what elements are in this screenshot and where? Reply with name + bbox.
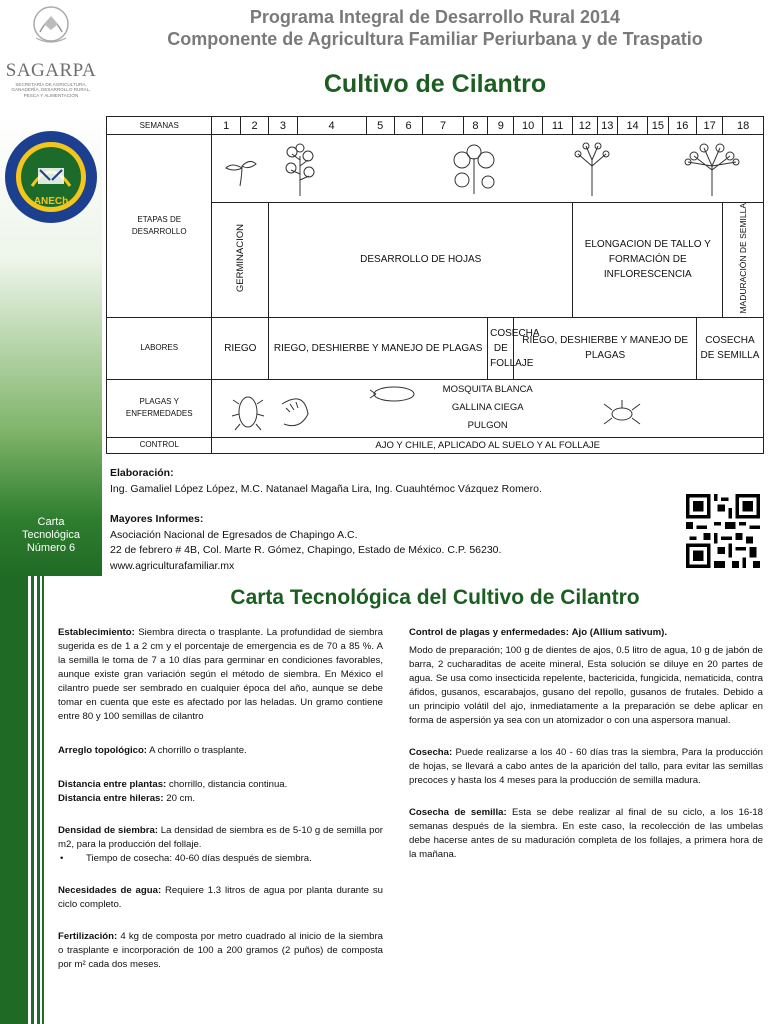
control-paragraph: Modo de preparación; 100 g de dientes de ajos, 0.5 litro de agua, 10 g de jabón de barra, 2 cucharaditas de aceite mineral, Esta solución se diluye en 20 partes de agua. Se usa como insecticida repelente, bactericida, fungicida, nematicida, contra áfidos, gusanos, escarabajos, gusano del repollo, gusanos de frutales. Debido a un principio volátil del ajo, inmediatamente a la preparación se debe aplicar en forma de aspersión ya sea con un atomizador o con una aspersora manual. <box>409 645 763 726</box>
program-title <box>102 6 768 50</box>
plagas-label: PLAGAS Y ENFERMEDADES <box>107 379 212 437</box>
week-cell: 14 <box>617 117 647 135</box>
carta-line1: Carta <box>37 516 65 528</box>
cosecha-semilla-text: Esta se debe realizar al final de su ciclo, a los 16-18 semanas después de la siembra. En este caso, la recolección de las umbelas debe hacerse antes de su maduración completa de los follajes, a primera hora de la mañana. <box>409 807 764 860</box>
densidad-text: La densidad de siembra es de 5-10 g de semilla por m2, para la producción del follaje. <box>58 825 383 850</box>
control-row <box>107 437 764 453</box>
stage-elongacion: ELONGACION DE TALLO Y FORMACIÓN DE INFLORESCENCIA <box>573 203 723 318</box>
control-heading <box>409 626 763 640</box>
week-cell: 5 <box>366 117 394 135</box>
plant-illustrations <box>212 135 764 203</box>
week-cell: 17 <box>696 117 722 135</box>
stage-maduracion <box>723 203 764 318</box>
week-cell: 8 <box>463 117 487 135</box>
distancia-plantas-label: Distancia entre plantas: <box>58 779 167 790</box>
program-line1: Programa Integral de Desarrollo Rural 2014 <box>249 7 621 27</box>
control-text: AJO Y CHILE, APLICADO AL SUELO Y AL FOLLAJE <box>212 437 764 453</box>
tiempo-cosecha-bullet: • Tiempo de cosecha: 40-60 días después de siembra. <box>58 852 383 866</box>
establecimiento-paragraph <box>58 626 383 724</box>
control-label: Control de plagas y enfermedades: <box>409 627 569 638</box>
sidebar <box>0 0 102 576</box>
agua-paragraph <box>58 884 383 912</box>
distancia-plantas-text: chorrillo, distancia continua. <box>168 779 288 790</box>
week-cell: 16 <box>668 117 696 135</box>
week-cell: 15 <box>648 117 668 135</box>
stage-hojas: DESARROLLO DE HOJAS <box>269 203 573 318</box>
weeks-label: SEMANAS <box>107 117 212 135</box>
pest-list <box>212 381 763 435</box>
week-cell: 6 <box>394 117 422 135</box>
pest-item: PULGON <box>467 420 508 432</box>
distancia-hileras-text: 20 cm. <box>166 793 196 804</box>
cosecha-semilla-label: Cosecha de semilla: <box>409 807 507 818</box>
address: 22 de febrero # 4B, Col. Marte R. Gómez, Chapingo, Estado de México. C.P. 56230. <box>110 544 502 556</box>
website-link[interactable]: www.agriculturafamiliar.mx <box>110 559 235 572</box>
week-cell: 10 <box>514 117 542 135</box>
anech-text: ANECh <box>33 196 69 207</box>
sagarpa-logo-text: SAGARPA <box>5 60 97 81</box>
labor-deshierbe: RIEGO, DESHIERBE Y MANEJO DE PLAGAS <box>269 317 488 379</box>
week-cell: 12 <box>573 117 597 135</box>
plagas-cell <box>212 379 764 437</box>
cosecha-label: Cosecha: <box>409 747 453 758</box>
credits-section <box>110 466 670 574</box>
sagarpa-subtitle: SECRETARÍA DE AGRICULTURA, GANADERÍA, DESARROLLO RURAL, PESCA Y ALIMENTACIÓN <box>11 82 91 98</box>
week-cell: 13 <box>597 117 617 135</box>
right-column <box>409 626 763 876</box>
green-stripe <box>37 576 40 1024</box>
distancia-hileras-paragraph <box>58 792 383 806</box>
week-cell: 1 <box>212 117 240 135</box>
labores-row <box>107 317 764 379</box>
cosecha-paragraph <box>409 746 763 788</box>
left-column <box>58 626 383 986</box>
week-cell: 4 <box>297 117 366 135</box>
labores-label: LABORES <box>107 317 212 379</box>
green-stripe <box>0 576 28 1024</box>
distancia-plantas-paragraph <box>58 778 383 792</box>
distancia-hileras-label: Distancia entre hileras: <box>58 793 164 804</box>
carta-title: Carta Tecnológica del Cultivo de Cilantro <box>230 586 640 609</box>
qr-code-icon[interactable] <box>686 494 760 568</box>
week-cell: 7 <box>423 117 464 135</box>
week-cell: 18 <box>723 117 764 135</box>
densidad-paragraph <box>58 824 383 852</box>
institution: Asociación Nacional de Egresados de Chapingo A.C. <box>110 528 358 541</box>
week-cell: 2 <box>240 117 268 135</box>
stage-germinacion <box>212 203 269 318</box>
labor-cosecha-semilla: COSECHA DE SEMILLA <box>696 317 763 379</box>
informes-label: Mayores Informes: <box>110 513 204 525</box>
week-cell: 11 <box>542 117 572 135</box>
labor-deshierbe: RIEGO, DESHIERBE Y MANEJO DE PLAGAS <box>514 317 696 379</box>
labor-cosecha-follaje: COSECHA DE FOLLAJE <box>488 317 514 379</box>
agua-text: Requiere 1.3 litros de agua por planta durante su ciclo completo. <box>58 885 383 910</box>
week-cell: 9 <box>488 117 514 135</box>
cilantro-growth-icon <box>212 136 765 202</box>
densidad-label: Densidad de siembra: <box>58 825 158 836</box>
arreglo-label: Arreglo topológico: <box>58 745 147 756</box>
authors: Ing. Gamaliel López López, M.C. Natanael Magaña Lira, Ing. Cuauhtémoc Vázquez Romero. <box>110 482 542 495</box>
plagas-row <box>107 379 764 437</box>
carta-line2: Tecnológica <box>21 529 81 541</box>
cosecha-text: Puede realizarse a los 40 - 60 días tras la siembra, Para la producción de hojas, se llevará a cabo antes de la aparición del tallo, para evitar las semillas precoces y hasta los 4 meses para la producción de semilla madura. <box>409 747 763 786</box>
establecimiento-label: Establecimiento: <box>58 627 135 638</box>
program-line2: Componente de Agricultura Familiar Periurbana y de Traspatio <box>167 29 703 49</box>
labor-riego: RIEGO <box>212 317 269 379</box>
establecimiento-text: Siembra directa o trasplante. La profundidad de siembra sugerida es de 1 a 2 cm y el porcentaje de emergencia es de 70 a 85 %. A la semilla le toma de 7 a 10 días para germinar en condiciones favorables, aunque existe gran variación según el método de siembra. En México el cilantro puede ser sembrado en cualquier época del año, aunque se debe tomar en cuenta que este es afectado por las heladas. Un gramo contiene entre 80 y 100 semillas de cilantro <box>58 627 384 722</box>
stage-germinacion-label: GERMINACION <box>234 224 246 293</box>
control-label: CONTROL <box>107 437 212 453</box>
cosecha-semilla-paragraph <box>409 806 763 862</box>
green-stripe <box>31 576 34 1024</box>
carta-number-label <box>0 516 102 555</box>
stage-maduracion-label: MADURACIÓN DE SEMILLA <box>737 203 748 314</box>
weeks-row <box>107 117 764 135</box>
agua-label: Necesidades de agua: <box>58 885 162 896</box>
green-stripe <box>42 576 44 1024</box>
arreglo-paragraph <box>58 744 383 758</box>
page-title: Cultivo de Cilantro <box>323 70 547 98</box>
arreglo-text: A chorrillo o trasplante. <box>149 745 247 756</box>
carta-line3: Número 6 <box>26 542 76 554</box>
fertilizacion-text: 4 kg de composta por metro cuadrado al inicio de la siembra o trasplante e incorporación de 100 a 200 gramos (2 puños) de composta por m² cada dos meses. <box>58 931 383 970</box>
week-cell: 3 <box>269 117 297 135</box>
control-heading-text: Ajo (Allium sativum). <box>571 627 668 638</box>
fertilizacion-label: Fertilización: <box>58 931 118 942</box>
etapas-label: ETAPAS DE DESARROLLO <box>107 135 212 318</box>
pest-item: MOSQUITA BLANCA <box>442 384 533 396</box>
elaboracion-label: Elaboración: <box>110 467 174 479</box>
pest-item: GALLINA CIEGA <box>451 402 524 414</box>
plant-images-row <box>107 135 764 203</box>
mexico-seal-icon <box>26 2 76 50</box>
crop-calendar-table <box>106 116 764 454</box>
fertilizacion-paragraph <box>58 930 383 972</box>
anech-logo-icon <box>2 128 100 226</box>
